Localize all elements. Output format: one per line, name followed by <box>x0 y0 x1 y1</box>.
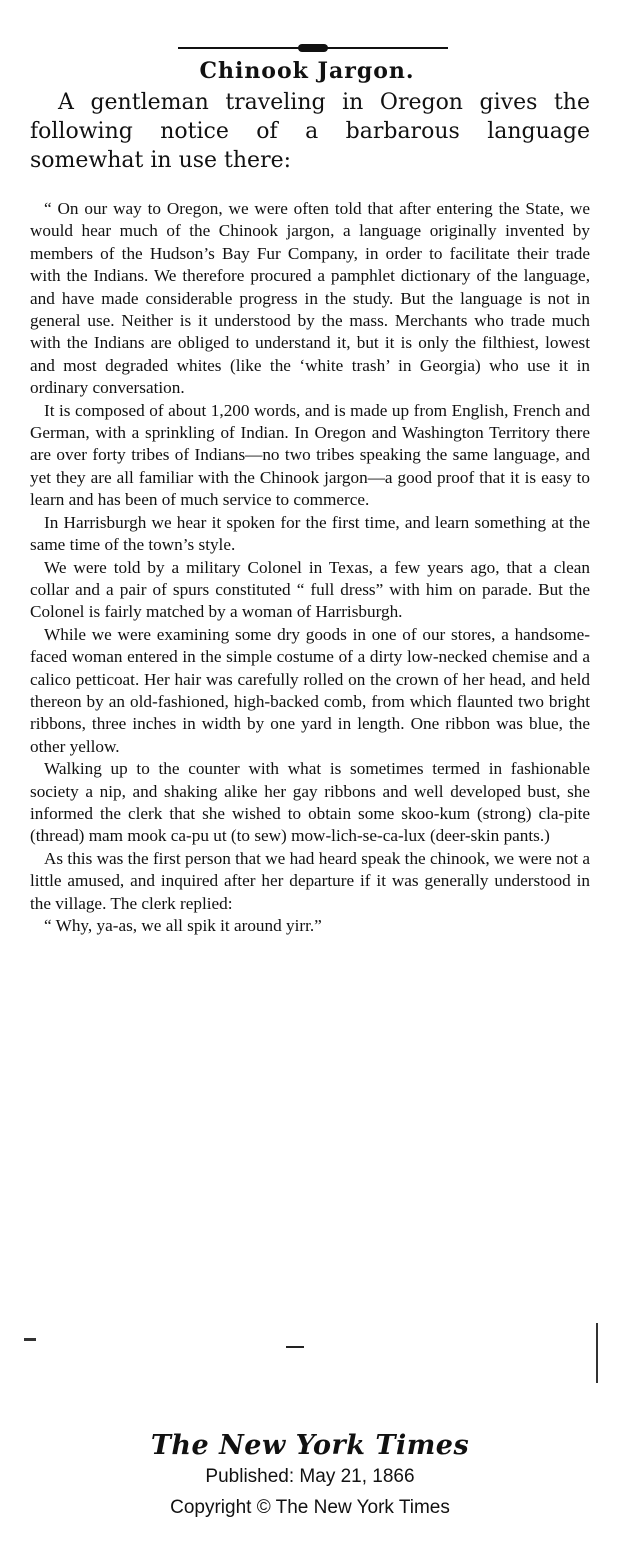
rule-ornament <box>298 44 328 52</box>
paragraph: While we were examining some dry goods in one of our stores, a handsome-faced woman entered in the simple costume of a dirty low-necked chemise and a calico petticoat. Her hair was carefully rolled on the crown of her head, and held thereon by an old-fashioned, high-backed comb, from which flaunted two bright ribbons, three inches in width by one yard in length. One ribbon was blue, the other yellow. <box>30 624 590 756</box>
paragraph: It is composed of about 1,200 words, and is made up from English, French and German, with a sprinkling of Indian. In Oregon and Washington Territory there are over forty tribes of Indians—no two tribes speaking the same language, and yet they are all familiar with the Chinook jargon—a good proof that it is easy to learn and has been of much service to commerce. <box>30 400 590 510</box>
print-mark <box>24 1338 36 1341</box>
article-headline: Chinook Jargon. <box>199 58 415 84</box>
end-rule <box>286 1346 304 1348</box>
paragraph: “ On our way to Oregon, we were often told that after entering the State, we would hear much of the Chinook jargon, a language originally invented by members of the Hudson’s Bay Fur Company, in order to facilitate their trade with the Indians. We therefore procured a pamphlet dictionary of the language, and have made considerable progress in the study. But the language is not in general use. Neither is it understood by the mass. Merchants who trade much with the Indians are obliged to understand it, but it is only the filthiest, lowest and most degraded whites (like the ‘white trash’ in Georgia) who use it in ordinary conversation. <box>30 199 590 398</box>
paragraph: As this was the first person that we had heard speak the chinook, we were not a little amused, and inquired after her departure if it was generally understood in the village. The clerk replied: <box>30 848 590 913</box>
paragraph: We were told by a military Colonel in Texas, a few years ago, that a clean collar and a pair of spurs constituted “ full dress” with him on parade. But the Colonel is fairly matched by a woman of Harrisburgh. <box>30 557 590 622</box>
article-lead <box>30 88 590 175</box>
article-body <box>30 198 590 937</box>
paragraph: Walking up to the counter with what is sometimes termed in fashionable society a nip, and shaking alike her gay ribbons and well developed bust, she informed the clerk that she wished to obtain some skoo-kum (strong) cla-pite (thread) mam mook ca-pu ut (to sew) mow-lich-se-ca-lux (deer-skin pants.) <box>30 759 590 846</box>
ornamental-rule <box>178 46 448 50</box>
paragraph: In Harrisburgh we hear it spoken for the first time, and learn something at the same time of the town’s style. <box>30 512 590 555</box>
masthead-logo: The New York Times <box>150 1430 470 1461</box>
column-rule <box>596 1323 598 1383</box>
paragraph: “ Why, ya-as, we all spik it around yirr.” <box>44 916 322 935</box>
copyright-notice: Copyright © The New York Times <box>170 1497 450 1518</box>
published-date: Published: May 21, 1866 <box>205 1466 415 1487</box>
newspaper-clipping <box>18 38 596 1388</box>
lead-text: A gentleman traveling in Oregon gives the following notice of a barbarous language somewhat in use there: <box>30 90 590 173</box>
